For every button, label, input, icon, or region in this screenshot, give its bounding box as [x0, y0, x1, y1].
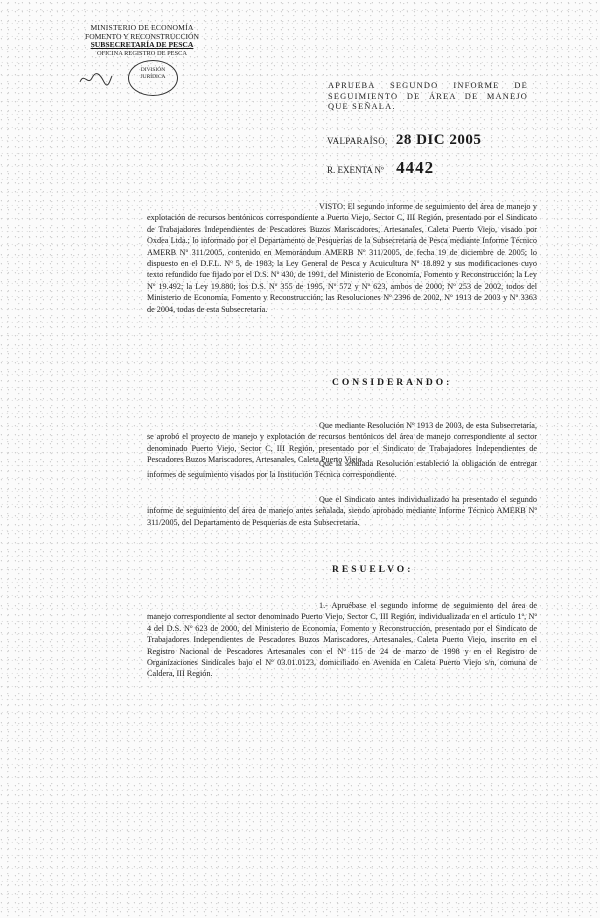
- exenta-number: 4442: [396, 158, 435, 177]
- ministry-stamp: [76, 24, 208, 58]
- seal-line-2: JURÍDICA: [140, 74, 166, 80]
- resolution-number-line: [327, 158, 434, 178]
- considerando-1-text: Que mediante Resolución Nº 1913 de 2003, de esta Subsecretaría, se aprobó el proyecto de manejo y explotación de recursos bentónicos del área de manejo correspondiente al sector denominado Puerto Viejo, Sector C, III Región, presentado por el Sindicato de Trabajadores Independientes de Pescadores Buzos Mariscadores, Artesanales, Caleta Puerto Viejo.: [147, 421, 537, 465]
- considerando-2: [147, 458, 537, 481]
- considerando-3: [147, 494, 537, 528]
- stamp-line-fomento: FOMENTO Y RECONSTRUCCIÓN: [84, 31, 200, 41]
- exenta-label: R. EXENTA Nº: [327, 165, 384, 175]
- place-date-line: [327, 132, 481, 149]
- considerando-2-text: Que la señalada Resolución estableció la obligación de entregar informes de seguimiento visados por la Institución Técnica correspondiente.: [147, 459, 537, 480]
- seal-line-1: DIVISIÓN: [140, 67, 166, 73]
- considerando-heading: CONSIDERANDO:: [332, 378, 453, 388]
- date-stamp: 28 DIC 2005: [395, 132, 482, 148]
- considerando-3-text: Que el Sindicato antes individualizado ha presentado el segundo informe de seguimiento del área de manejo antes señalada, siendo aprobado mediante Informe Técnico AMERB Nº 311/2005, del Departamento de Pesquerías de esta Subsecretaría.: [147, 495, 537, 527]
- document-subject: APRUEBA SEGUNDO INFORME DE SEGUIMIENTO DE ÁREA DE MANEJO QUE SEÑALA.: [328, 81, 528, 111]
- stamp-line-office: OFICINA REGISTRO DE PESCA: [96, 49, 187, 57]
- resuelvo-heading: RESUELVO:: [332, 565, 414, 575]
- resuelvo-1: [147, 600, 537, 680]
- visto-text: VISTO: El segundo informe de seguimiento del área de manejo y explotación de recursos bentónicos correspondiente a Puerto Viejo, Sector C, III Región, presentado por el Sindicato de Trabajadores Independientes de Pescadores Buzos Mariscadores, Artesanales, Caleta Puerto Viejo, visado por Oxdea Ltda.; lo informado por el Departamento de Pesquerías de la Subsecretaría de Pesca mediante Informe Técnico AMERB Nº 311/2005, contenido en Memorándum AMERB Nº 311/2005, de fecha 19 de diciembre de 2005; lo dispuesto en el D.F.L. Nº 5, de 1983; la Ley General de Pesca y Acuicultura Nº 18.892 y sus modificaciones cuyo texto refundido fue fijado por el D.S. Nº 430, de 1991, del Ministerio de Economía, Fomento y Reconstrucción; la Ley Nº 19.492; la Ley 19.880; los D.S. Nº 355 de 1995, Nº 572 y Nº 623, ambos de 2000; Nº 253 de 2002, todos del Ministerio de Economía, Fomento y Reconstrucción; las Resoluciones Nº 2396 de 2002, Nº 1913 de 2003 y Nº 3363 de 2004, todas de esta Subsecretaría.: [147, 202, 537, 314]
- place-label: VALPARAÍSO,: [327, 136, 388, 146]
- division-seal: [128, 60, 178, 96]
- stamp-line-ministry: MINISTERIO DE ECONOMÍA: [90, 23, 194, 32]
- visto-paragraph: [147, 201, 537, 315]
- stamp-line-subsecretaria: SUBSECRETARÍA DE PESCA: [90, 40, 194, 50]
- resuelvo-1-text: 1.- Apruébase el segundo informe de seguimiento del área de manejo correspondiente al sector denominado Puerto Viejo, Sector C, III Región, individualizada en el artículo 1º, Nº 4 del D.S. Nº 623 de 2000, del Ministerio de Economía, Fomento y Reconstrucción, presentado por el Sindicato de Trabajadores Independientes de Pescadores Buzos Mariscadores, Artesanales, Caleta Puerto Viejo, inscrito en el Registro Nacional de Pescadores Artesanales con el Nº 115 de 24 de marzo de 1998 y en el Registro de Organizaciones Sindicales bajo el Nº 03.01.0123, domiciliado en Avenida en Caleta Puerto Viejo s/n, comuna de Caldera, III Región.: [147, 601, 537, 679]
- handwritten-initials: [78, 70, 114, 88]
